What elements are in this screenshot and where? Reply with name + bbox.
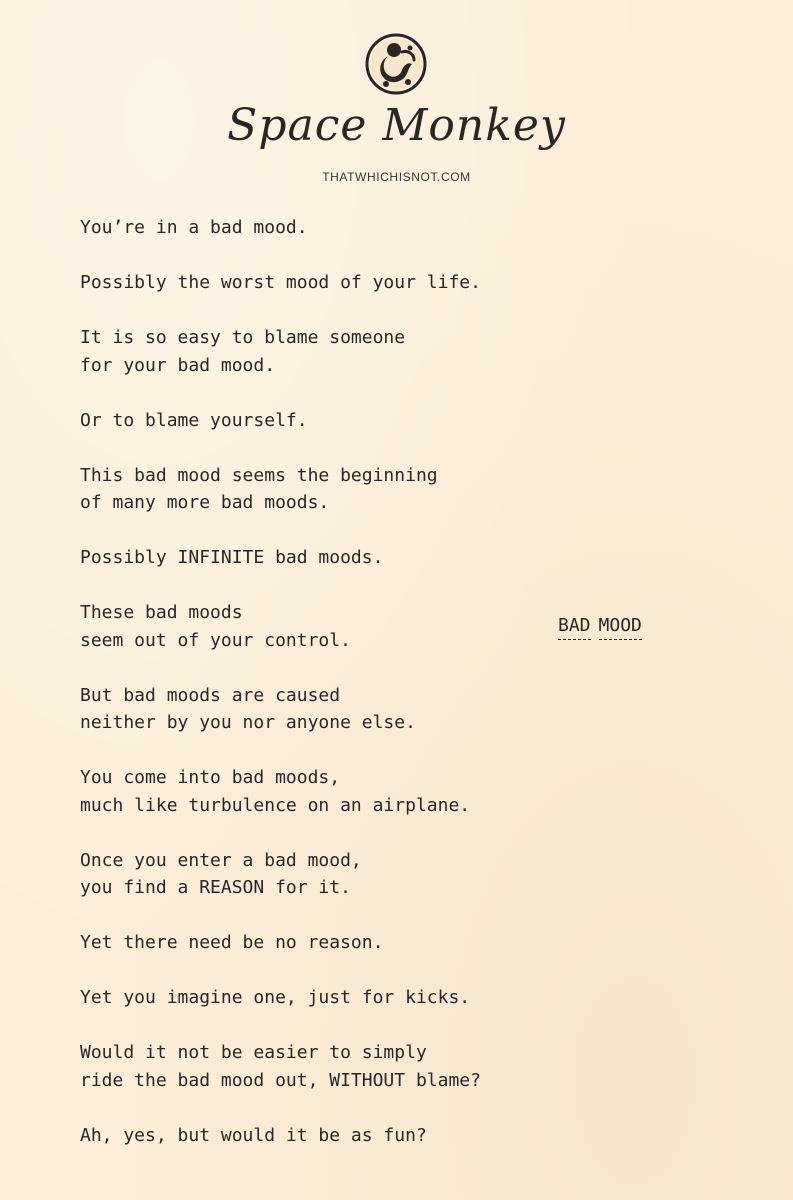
poem-line: Or to blame yourself. [80,409,308,431]
poem-line: Yet you imagine one, just for kicks. [80,987,471,1008]
poem-stanza [80,544,640,572]
poem-stanza [80,214,640,242]
site-url: THATWHICHISNOT.COM [322,170,471,184]
poem-stanza [80,847,640,902]
poem-stanza [80,1122,640,1150]
poem-line: Once you enter a bad mood, [80,849,362,871]
poem-line: seem out of your control. [80,629,351,651]
poem-stanza [80,984,640,1012]
title-word: BAD [558,612,591,640]
poem-line: You come into bad moods, [80,767,341,788]
poem-line: Possibly the worst mood of your life. [80,272,481,293]
poem-stanza [80,269,640,297]
monkey-emblem-icon [364,32,428,96]
poem-stanza [80,929,640,957]
poem-stanza [80,764,640,819]
poem-stanza [80,1039,640,1094]
brand-title: Space Monkey [227,100,566,151]
poem-line: Would it not be easier to simply [80,1042,427,1063]
poem-line: But bad moods are caused [80,684,341,706]
poem-line: Yet there need be no reason. [80,932,384,953]
poem-stanza [80,682,640,737]
poem-stanza [80,324,640,379]
poem-line: much like turbulence on an airplane. [80,794,471,816]
poem-body [80,214,640,1177]
poem-line: you find a REASON for it. [80,877,351,898]
title-word: MOOD [599,612,642,640]
poem-line: You’re in a bad mood. [80,217,308,238]
poem-line: for your bad mood. [80,354,276,376]
poem-line: Ah, yes, but would it be as fun? [80,1124,427,1146]
poem-line: It is so easy to blame someone [80,327,406,348]
poem-stanza [80,407,640,435]
poem-line: neither by you nor anyone else. [80,712,416,733]
poem-title-tag [558,612,642,640]
poem-line: These bad moods [80,602,243,623]
poem-line: of many more bad moods. [80,492,330,513]
poem-line: This bad mood seems the beginning [80,464,438,486]
poem-line: ride the bad mood out, WITHOUT blame? [80,1069,481,1091]
poem-stanza [80,462,640,517]
poem-line: Possibly INFINITE bad moods. [80,547,384,568]
poem-stanza [80,599,640,654]
